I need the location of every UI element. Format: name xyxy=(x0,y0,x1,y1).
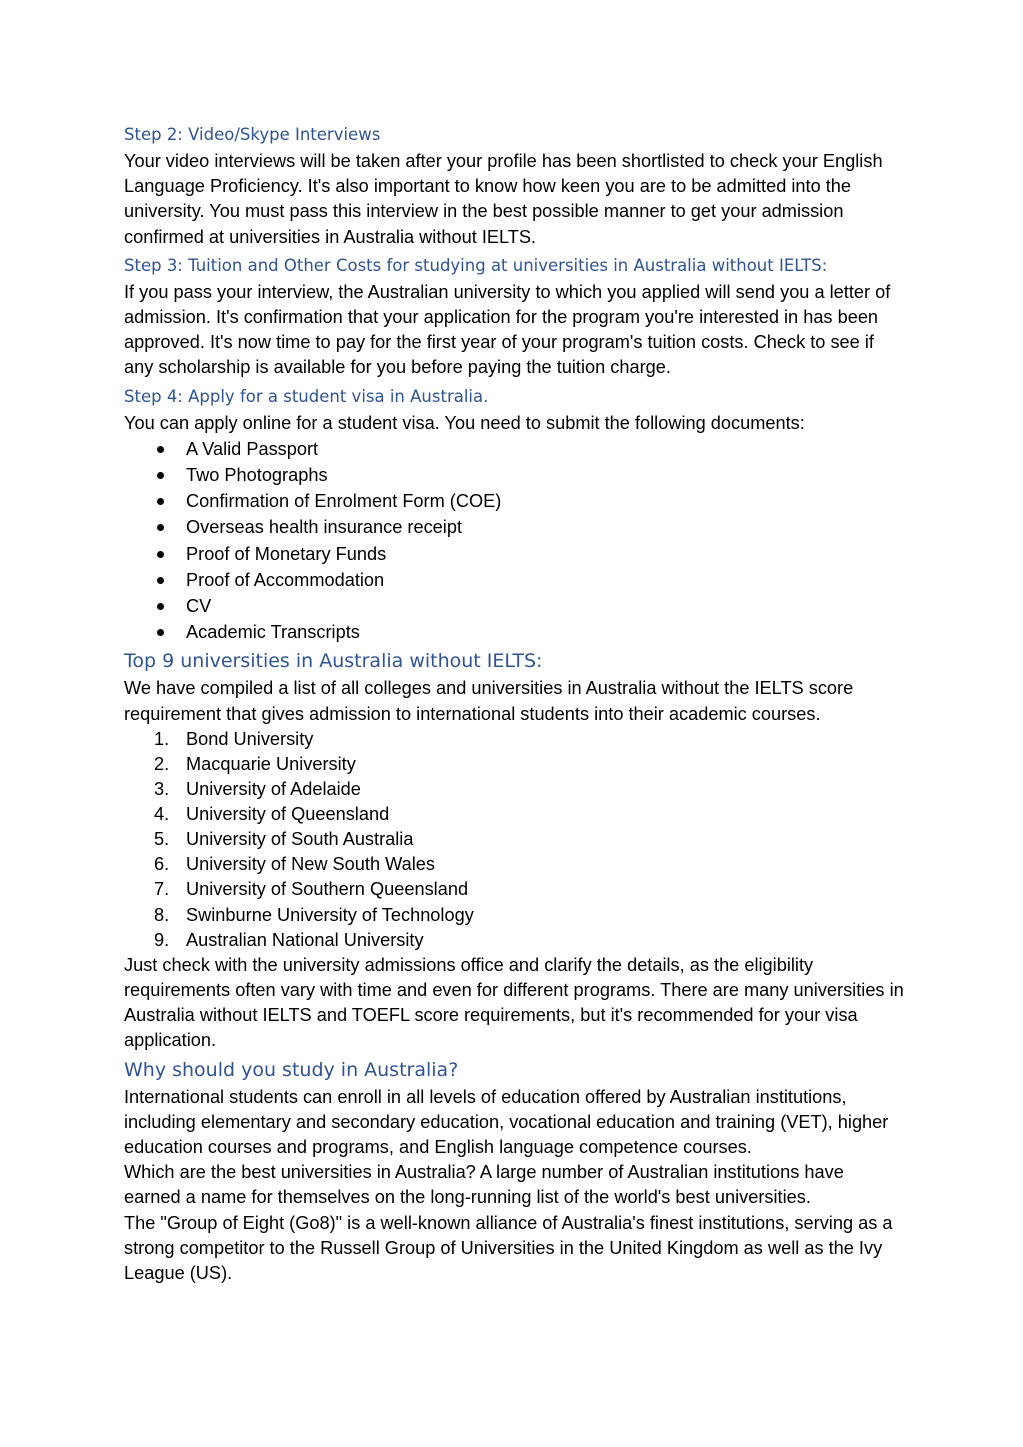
list-item: Two Photographs xyxy=(124,462,904,488)
bullet-icon xyxy=(157,498,164,505)
list-item: Proof of Accommodation xyxy=(124,567,904,593)
list-item: Proof of Monetary Funds xyxy=(124,541,904,567)
why-paragraph-3: The "Group of Eight (Go8)" is a well-known alliance of Australia's finest institutions, serving as a strong competitor to the Russell Group of Universities in the United Kingdom as well as the Ivy League (US). xyxy=(124,1212,893,1283)
bullet-icon xyxy=(157,603,164,610)
list-item: 9. Australian National University xyxy=(154,929,424,950)
list-item: 4. University of Queensland xyxy=(154,804,390,825)
step4-heading: Step 4: Apply for a student visa in Australia. xyxy=(124,386,489,406)
why-heading: Why should you study in Australia? xyxy=(124,1058,459,1081)
list-item: 3. University of Adelaide xyxy=(154,779,361,800)
top9-outro-paragraph: Just check with the university admissions office and clarify the details, as the eligibility requirements often vary with time and even for different programs. There are many universities in Australia without IELTS and TOEFL score requirements, but it's recommended for your visa application. xyxy=(124,954,904,1051)
list-item: 6. University of New South Wales xyxy=(154,854,435,875)
list-item: 5. University of South Australia xyxy=(154,829,414,850)
documents-list xyxy=(124,436,904,646)
top9-intro-paragraph: We have compiled a list of all colleges and universities in Australia without the IELTS score requirement that gives admission to international students into their academic courses. xyxy=(124,678,854,724)
bullet-icon xyxy=(157,446,164,453)
list-item: 7. University of Southern Queensland xyxy=(154,879,469,900)
list-item: 1. Bond University xyxy=(154,728,314,749)
step3-heading: Step 3: Tuition and Other Costs for studying at universities in Australia without IELTS: xyxy=(124,255,828,275)
list-item: A Valid Passport xyxy=(124,436,904,462)
step3-paragraph: If you pass your interview, the Australian university to which you applied will send you a letter of admission. It's confirmation that your application for the program you're interested in has been approved. It's now time to pay for the first year of your program's tuition costs. Check to see if any scholarship is available for you before paying the tuition charge. xyxy=(124,281,891,378)
bullet-icon xyxy=(157,551,164,558)
list-item: Overseas health insurance receipt xyxy=(124,514,904,540)
list-item: 8. Swinburne University of Technology xyxy=(154,904,474,925)
why-paragraph-1: International students can enroll in all levels of education offered by Australian institutions, including elementary and secondary education, vocational education and training (VET), higher education courses and programs, and English language competence courses. xyxy=(124,1086,889,1157)
bullet-icon xyxy=(157,524,164,531)
why-paragraph-2: Which are the best universities in Australia? A large number of Australian institutions have earned a name for themselves on the long-running list of the world's best universities. xyxy=(124,1162,844,1208)
bullet-icon xyxy=(157,577,164,584)
top9-heading: Top 9 universities in Australia without IELTS: xyxy=(124,650,543,673)
step2-paragraph: Your video interviews will be taken after your profile has been shortlisted to check your English Language Proficiency. It's also important to know how keen you are to be admitted into the university. You must pass this interview in the best possible manner to get your admission confirmed at universities in Australia without IELTS. xyxy=(124,151,883,247)
document-page xyxy=(124,122,904,1286)
list-item: 2. Macquarie University xyxy=(154,753,356,774)
list-item: CV xyxy=(124,593,904,619)
step2-heading: Step 2: Video/Skype Interviews xyxy=(124,125,381,144)
step4-paragraph: You can apply online for a student visa. You need to submit the following documents: xyxy=(124,412,805,433)
bullet-icon xyxy=(157,472,164,479)
list-item: Academic Transcripts xyxy=(124,619,904,645)
universities-list xyxy=(124,727,904,953)
bullet-icon xyxy=(157,629,164,636)
list-item: Confirmation of Enrolment Form (COE) xyxy=(124,488,904,514)
